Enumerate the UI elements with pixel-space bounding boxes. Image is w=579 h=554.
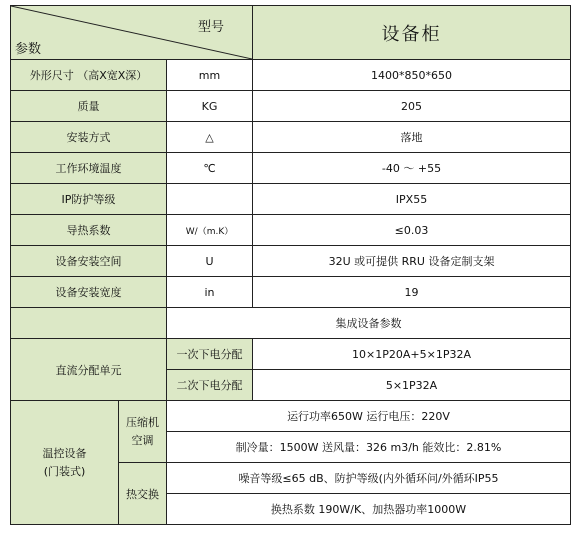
dc-primary-value: 10×1P20A+5×1P32A bbox=[253, 339, 571, 370]
row-param: 质量 bbox=[11, 91, 167, 122]
header-corner-cell bbox=[11, 6, 253, 60]
row-param: 设备安装宽度 bbox=[11, 277, 167, 308]
row-unit: KG bbox=[167, 91, 253, 122]
hx-spec-1: 噪音等级≤65 dB、防护等级(内外循环问/外循环IP55 bbox=[167, 463, 571, 494]
temp-label-line2: (门装式) bbox=[43, 464, 86, 478]
ac-row-1 bbox=[11, 401, 571, 432]
dc-row-primary bbox=[11, 339, 571, 370]
table-row bbox=[11, 122, 571, 153]
dc-primary-label: 一次下电分配 bbox=[167, 339, 253, 370]
row-param: 工作环境温度 bbox=[11, 153, 167, 184]
table-row bbox=[11, 153, 571, 184]
row-value: 1400*850*650 bbox=[253, 60, 571, 91]
row-param: 安装方式 bbox=[11, 122, 167, 153]
table-row bbox=[11, 215, 571, 246]
table-row bbox=[11, 184, 571, 215]
row-param: 导热系数 bbox=[11, 215, 167, 246]
integrated-title: 集成设备参数 bbox=[167, 308, 571, 339]
hx-spec-2: 换热系数 190W/K、加热器功率1000W bbox=[167, 494, 571, 525]
row-value: IPX55 bbox=[253, 184, 571, 215]
row-unit: △ bbox=[167, 122, 253, 153]
temp-label-line1: 温控设备 bbox=[42, 446, 87, 460]
row-value: -40 ～ +55 bbox=[253, 153, 571, 184]
model-label: 型号 bbox=[198, 20, 225, 35]
parameter-label: 参数 bbox=[15, 42, 42, 57]
row-unit: in bbox=[167, 277, 253, 308]
product-title: 设备柜 bbox=[253, 6, 571, 60]
table-row bbox=[11, 277, 571, 308]
ac-label-line1: 压缩机 bbox=[126, 415, 159, 429]
ac-spec-2: 制冷量：1500W 送风量：326 m3/h 能效比：2.81% bbox=[167, 432, 571, 463]
dc-secondary-label: 二次下电分配 bbox=[167, 370, 253, 401]
blank-cell bbox=[11, 308, 167, 339]
row-unit bbox=[167, 184, 253, 215]
row-value: 19 bbox=[253, 277, 571, 308]
row-unit: W/（m.K） bbox=[167, 215, 253, 246]
row-value: 205 bbox=[253, 91, 571, 122]
table-row bbox=[11, 91, 571, 122]
row-value: ≤0.03 bbox=[253, 215, 571, 246]
hx-label: 热交换 bbox=[119, 463, 167, 525]
row-value: 32U 或可提供 RRU 设备定制支架 bbox=[253, 246, 571, 277]
row-unit: mm bbox=[167, 60, 253, 91]
table-row bbox=[11, 246, 571, 277]
temp-control-label bbox=[11, 401, 119, 525]
dc-label: 直流分配单元 bbox=[11, 339, 167, 401]
row-param: 设备安装空间 bbox=[11, 246, 167, 277]
ac-spec-1: 运行功率650W 运行电压：220V bbox=[167, 401, 571, 432]
row-unit: ℃ bbox=[167, 153, 253, 184]
header-row bbox=[11, 6, 571, 60]
ac-label bbox=[119, 401, 167, 463]
integrated-header-row bbox=[11, 308, 571, 339]
spec-table bbox=[10, 5, 571, 525]
row-value: 落地 bbox=[253, 122, 571, 153]
row-param: IP防护等级 bbox=[11, 184, 167, 215]
table-row bbox=[11, 60, 571, 91]
row-param: 外形尺寸 （高X宽X深） bbox=[11, 60, 167, 91]
row-unit: U bbox=[167, 246, 253, 277]
dc-secondary-value: 5×1P32A bbox=[253, 370, 571, 401]
ac-label-line2: 空调 bbox=[131, 433, 154, 447]
